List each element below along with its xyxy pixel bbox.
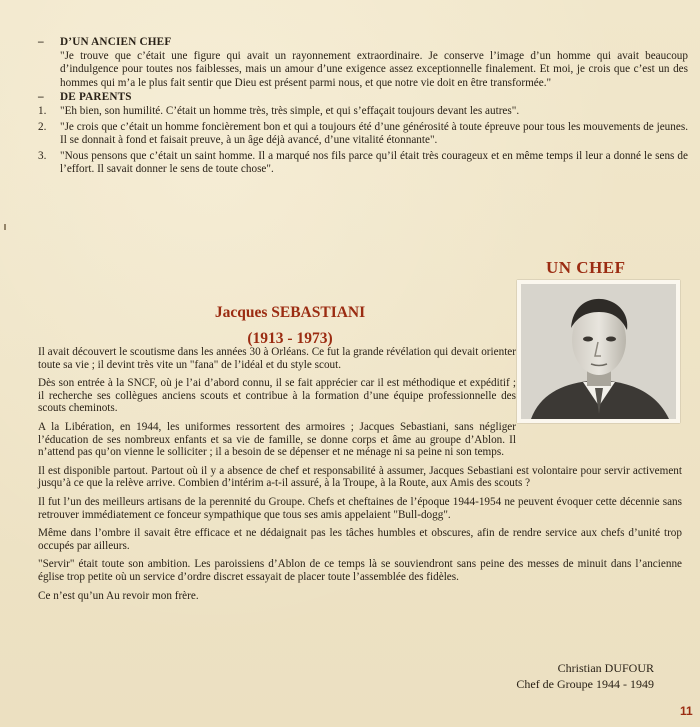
paper-speck (4, 224, 6, 230)
parent-quote-item (38, 150, 688, 177)
biography-paragraph: Dès son entrée à la SNCF, où je l’ai d’abord connu, il se fait apprécier car il est méthodique et expéditif ; il recherche ses collègues anciens scouts et contribue à la formation d’une équipe professionnelle des scouts cheminots. (38, 377, 516, 415)
section-heading-ancien-chef (38, 36, 688, 50)
heading-text: DE PARENTS (60, 91, 132, 104)
biography-text (38, 346, 682, 608)
person-last-name: SEBASTIANI (271, 304, 366, 321)
heading-text: D’UN ANCIEN CHEF (60, 36, 172, 48)
item-text: "Je crois que c’était un homme foncièrement bon et qui a toujours été d’une générosité à toute épreuve pour tous les mouvements de jeunes. Il se donnait à fond et faisait preuve, à un âge déjà avancé, d’une vitalité étonnante". (60, 120, 688, 147)
item-number: 3. (38, 149, 47, 162)
item-number: 1. (38, 104, 47, 117)
signature-block (470, 660, 654, 692)
un-chef-title: UN CHEF (546, 258, 626, 277)
item-text: "Nous pensons que c’était un saint homme. Il a marqué nos fils parce qu’il était très courageux et en même temps il leur a donné le sens de l’effort. Il savait donner le sens de toute chose". (60, 149, 688, 176)
signature-role: Chef de Groupe 1944 - 1949 (516, 677, 654, 691)
person-heading (190, 300, 390, 352)
signature-name: Christian DUFOUR (557, 661, 654, 675)
parent-quote-item (38, 121, 688, 148)
portrait-photo-icon (521, 284, 676, 419)
person-dates: (1913 - 1973) (247, 330, 333, 347)
biography-paragraph: Même dans l’ombre il savait être efficace et ne dédaignait pas les tâches humbles et obscures, afin de rendre service aux chefs d’unité trop occupés par ailleurs. (38, 527, 682, 552)
item-number: 2. (38, 120, 47, 133)
heading-dash: – (38, 36, 44, 48)
biography-paragraph: A la Libération, en 1944, les uniformes ressortent des armoires ; Jacques Sebastiani, sans négliger l’éducation de ses nombreux enfants et sa vie de famille, se donne corps et âme au groupe d’Ablon. Il n’attend pas qu’on vienne le solliciter ; il a besoin de se dépenser et ne ménage ni sa peine ni son temps. (38, 420, 516, 459)
biography-paragraph: "Servir" était toute son ambition. Les paroissiens d’Ablon de ce temps là se souviendront sans peine des messes de minuit dans l’ancienne église trop petite où un service d’ordre discret essayait de placer toute l’assemblée des fidèles. (38, 558, 682, 583)
biography-paragraph: Il fut l’un des meilleurs artisans de la perennité du Groupe. Chefs et cheftaines de l’époque 1944-1954 ne peuvent évoquer cette décennie sans retrouver immédiatement ce fonceur sympathique que tous ses amis appelaient "Bull-dogg". (38, 495, 682, 521)
parent-quote-item (38, 105, 688, 119)
biography-paragraph: Ce n’est qu’un Au revoir mon frère. (38, 589, 199, 602)
item-text: "Eh bien, son humilité. C’était un homme très, très simple, et qui s’effaçait toujours devant les autres". (60, 104, 520, 117)
ancien-chef-quote: "Je trouve que c’était une figure qui avait un rayonnement extraordinaire. Je conserve l’image d’un homme qui avait beaucoup d’indulgence pour toutes nos faiblesses, mais un amour d’une exigence assez exceptionnelle finalement. Et moi, je crois que c’est un des hommes qui m’a le plus fait sentir que Dieu est présent parmi nous, et que notre vie doit en être transformée." (60, 49, 688, 89)
portrait-photo (521, 284, 676, 419)
page-number: 11 (680, 704, 693, 718)
person-first-name: Jacques (214, 304, 272, 321)
person-name (190, 300, 390, 326)
portrait-frame (517, 280, 680, 423)
biography-paragraph: Il avait découvert le scoutisme dans les années 30 à Orléans. Ce fut la grande révélation qui devait orienter toute sa vie ; il devint très vite un "fana" de l’idéal et du style scout. (38, 346, 516, 371)
testimonials-section (38, 36, 688, 179)
heading-dash: – (38, 91, 44, 104)
biography-paragraph: Il est disponible partout. Partout où il y a absence de chef et responsabilité à assumer, Jacques Sebastiani est volontaire pour servir activement jusqu’à ce que la relève arrive. Combien d’intérim a-t-il assuré, à la Troupe, à la Route, aux Amis des scouts ? (38, 464, 682, 490)
section-heading-parents (38, 91, 688, 105)
